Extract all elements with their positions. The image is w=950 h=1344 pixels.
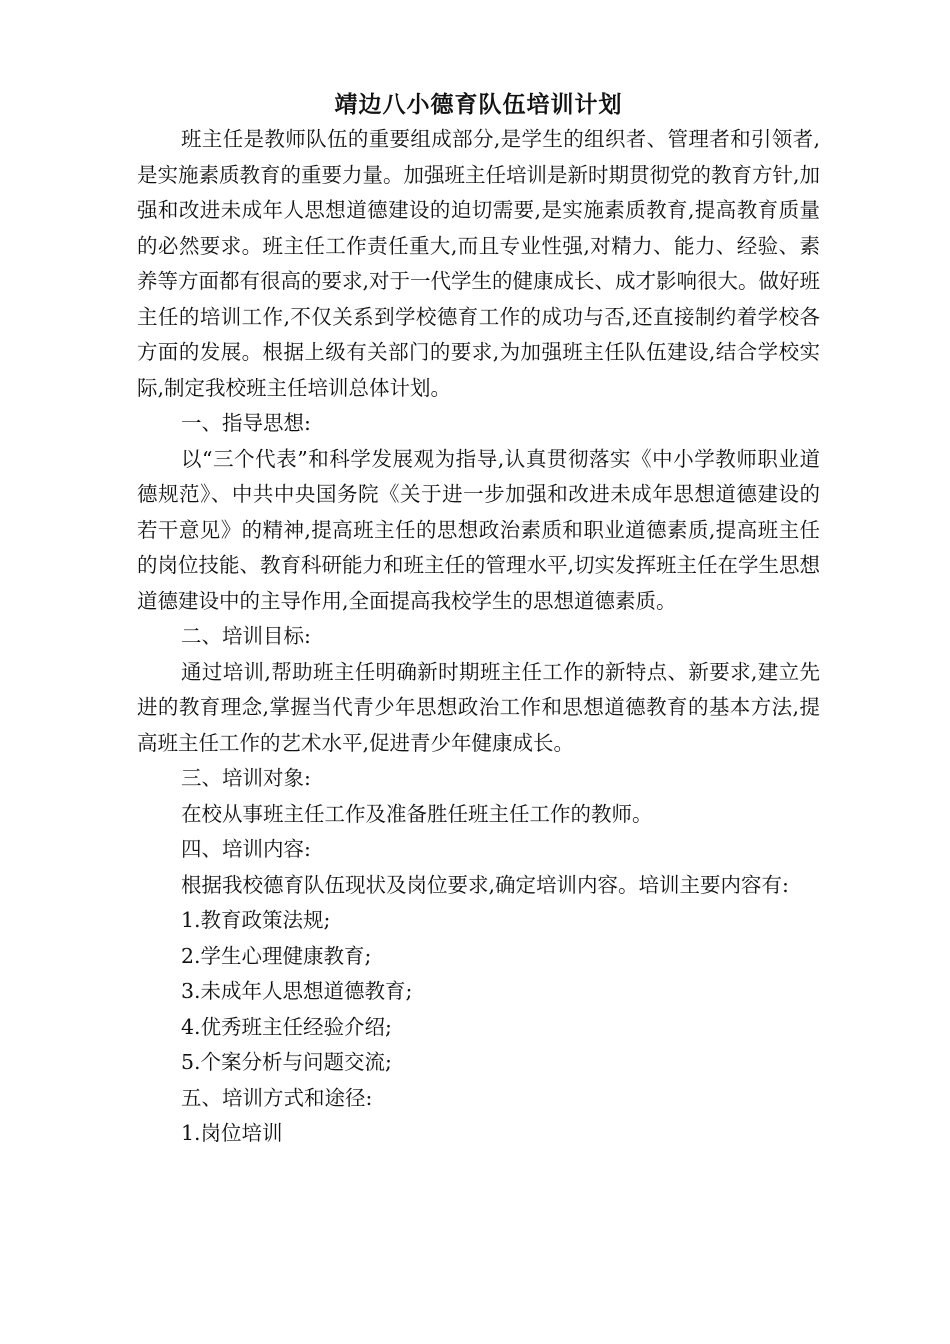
list-item: 3.未成年人思想道德教育; — [181, 979, 413, 1003]
section-4-body: 根据我校德育队伍现状及岗位要求,确定培训内容。培训主要内容有: — [181, 872, 789, 897]
section-3-heading: 三、培训对象: — [181, 766, 311, 790]
section-3-body: 在校从事班主任工作及准备胜任班主任工作的教师。 — [181, 801, 653, 826]
list-item: 2.学生心理健康教育; — [181, 943, 372, 968]
section-2-body: 通过培训,帮助班主任明确新时期班主任工作的新特点、新要求,建立先进的教育理念,掌握当代青少年思想政治工作和思想道德教育的基本方法,提高班主任工作的艺术水平,促进青少年健康成长。 — [137, 659, 820, 755]
section-5-heading: 五、培训方式和途径: — [181, 1085, 373, 1110]
document-title: 靖边八小德育队伍培训计划 — [334, 91, 623, 118]
section-1-heading: 一、指导思想: — [181, 411, 311, 435]
section-1-body: 以“三个代表”和科学发展观为指导,认真贯彻落实《中小学教师职业道德规范》、中共中央国务院《关于进一步加强和改进未成年思想道德建设的若干意见》的精神,提高班主任的思想政治素质和职业道德素质,提高班主任的岗位技能、教育科研能力和班主任的管理水平,切实发挥班主任在学生思想道德建设中的主导作用,全面提高我校学生的思想道德素质。 — [137, 446, 821, 613]
section-4-heading: 四、培训内容: — [181, 837, 311, 861]
list-item: 1.教育政策法规; — [181, 908, 331, 932]
section-2-heading: 二、培训目标: — [181, 624, 311, 648]
intro-paragraph: 班主任是教师队伍的重要组成部分,是学生的组织者、管理者和引领者,是实施素质教育的重要力量。加强班主任培训是新时期贯彻党的教育方针,加强和改进未成年人思想道德建设的迫切需要,是实施素质教育,提高教育质量的必然要求。班主任工作责任重大,而且专业性强,对精力、能力、经验、素养等方面都有很高的要求,对于一代学生的健康成长、成才影响很大。做好班主任的培训工作,不仅关系到学校德育工作的成功与否,还直接制约着学校各方面的发展。根据上级有关部门的要求,为加强班主任队伍建设,结合学校实际,制定我校班主任培训总体计划。 — [137, 127, 821, 400]
list-item: 4.优秀班主任经验介绍; — [181, 1014, 392, 1039]
list-item: 5.个案分析与问题交流; — [181, 1050, 392, 1074]
list-item: 1.岗位培训 — [181, 1121, 283, 1145]
